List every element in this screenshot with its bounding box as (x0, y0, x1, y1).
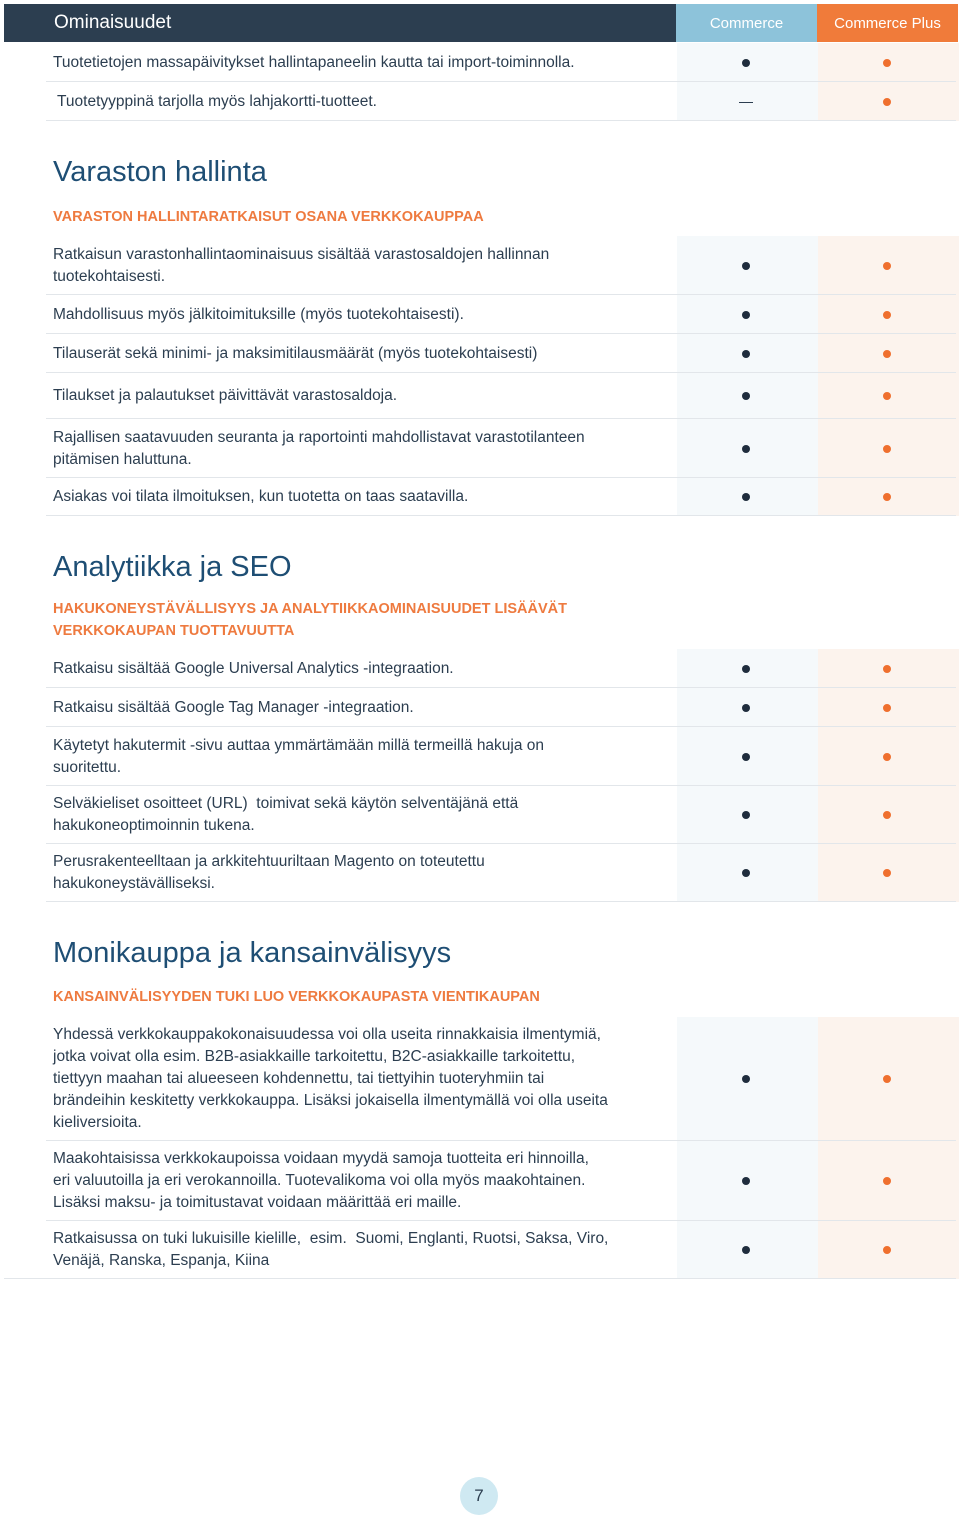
table-row (0, 478, 960, 516)
included-dot-icon (742, 753, 750, 761)
table-row (0, 1221, 960, 1279)
included-dot-icon (742, 1177, 750, 1185)
included-dot-icon (742, 59, 750, 67)
table-row (0, 786, 960, 844)
row-text-line: Mahdollisuus myös jälkitoimituksille (myös tuotekohtaisesti). (53, 305, 464, 323)
header-commerce-plus: Commerce Plus (817, 4, 958, 42)
included-dot-icon (883, 392, 891, 400)
included-dot-icon (883, 1246, 891, 1254)
feature-table-header (4, 4, 958, 42)
table-row (0, 419, 960, 478)
row-text-line: Maakohtaisissa verkkokaupoissa voidaan myydä samoja tuotteita eri hinnoilla, (53, 1150, 589, 1167)
table-row (0, 844, 960, 902)
row-text-line: pitämisen haluttuna. (53, 450, 192, 468)
page-number: 7 (460, 1477, 498, 1515)
included-dot-icon (742, 869, 750, 877)
row-text-line: Rajallisen saatavuuden seuranta ja raportointi mahdollistavat varastotilanteen (53, 428, 585, 446)
table-row (0, 688, 960, 727)
row-text-line: Yhdessä verkkokauppakokonaisuudessa voi olla useita rinnakkaisia ilmentymiä, (53, 1026, 601, 1043)
included-dot-icon (883, 493, 891, 501)
row-text-line: eri valuutoilla ja eri verokannoilla. Tuotevalikoma voi olla myös maakohtainen. (53, 1172, 586, 1189)
included-dot-icon (883, 1177, 891, 1185)
subtitle-line: HAKUKONEYSTÄVÄLLISYYS JA ANALYTIIKKAOMINAISUUDET LISÄÄVÄT (53, 601, 567, 617)
section-subtitle-monikauppa: KANSAINVÄLISYYDEN TUKI LUO VERKKOKAUPASTA VIENTIKAUPAN (53, 989, 540, 1005)
included-dot-icon (742, 392, 750, 400)
row-text-line: Selväkieliset osoitteet (URL) toimivat sekä käytön selventäjänä että (53, 795, 519, 812)
row-text-line: Tilaukset ja palautukset päivittävät varastosaldoja. (53, 387, 398, 404)
included-dot-icon (742, 704, 750, 712)
included-dot-icon (883, 665, 891, 673)
included-dot-icon (883, 869, 891, 877)
table-row (0, 43, 960, 82)
row-text-line: Lisäksi maksu- ja toimitustavat voidaan määrittää eri maille. (53, 1194, 462, 1211)
included-dot-icon (742, 262, 750, 270)
table-row (0, 1017, 960, 1141)
section-title-monikauppa: Monikauppa ja kansainvälisyys (53, 937, 452, 969)
row-text-line: suoritettu. (53, 758, 122, 776)
section-title-varasto: Varaston hallinta (53, 156, 267, 188)
included-dot-icon (883, 59, 891, 67)
included-dot-icon (742, 1075, 750, 1083)
included-dot-icon (883, 262, 891, 270)
row-text-line: tuotekohtaisesti. (53, 267, 166, 285)
row-text-line: Asiakas voi tilata ilmoituksen, kun tuotetta on taas saatavilla. (53, 488, 469, 505)
row-text-line: Venäjä, Ranska, Espanja, Kiina (53, 1252, 270, 1269)
included-dot-icon (742, 1246, 750, 1254)
row-text-line: Käytetyt hakutermit -sivu auttaa ymmärtämään millä termeillä hakuja on (53, 736, 545, 754)
included-dot-icon (883, 98, 891, 106)
section-subtitle-varasto: VARASTON HALLINTARATKAISUT OSANA VERKKOKAUPPAA (53, 209, 484, 225)
included-dot-icon (883, 311, 891, 319)
row-text-line: Perusrakenteelltaan ja arkkitehtuuriltaan Magento on toteutettu (53, 853, 485, 870)
header-title: Ominaisuudet (4, 4, 676, 42)
included-dot-icon (883, 1075, 891, 1083)
table-row (0, 1141, 960, 1221)
table-row (0, 82, 960, 121)
included-dot-icon (883, 445, 891, 453)
row-text: Tuotetietojen massapäivitykset hallintapaneelin kautta tai import-toiminnolla. (53, 53, 575, 71)
header-commerce: Commerce (676, 4, 817, 42)
subtitle-line: VERKKOKAUPAN TUOTTAVUUTTA (53, 623, 295, 639)
row-text-line: hakukoneoptimoinnin tukena. (53, 817, 255, 834)
not-included-dash-icon (739, 102, 753, 104)
included-dot-icon (742, 311, 750, 319)
included-dot-icon (742, 445, 750, 453)
included-dot-icon (883, 811, 891, 819)
included-dot-icon (742, 350, 750, 358)
included-dot-icon (883, 753, 891, 761)
row-text-line: Ratkaisu sisältää Google Universal Analytics -integraation. (53, 659, 454, 677)
row-text: Tuotetyyppinä tarjolla myös lahjakortti-tuotteet. (53, 92, 377, 110)
included-dot-icon (742, 665, 750, 673)
table-row (0, 373, 960, 419)
table-row (0, 649, 960, 688)
row-text-line: Ratkaisussa on tuki lukuisille kielille, esim. Suomi, Englanti, Ruotsi, Saksa, Viro, (53, 1230, 609, 1247)
row-text-line: Ratkaisu sisältää Google Tag Manager -integraation. (53, 698, 414, 716)
table-row (0, 295, 960, 334)
table-row (0, 236, 960, 295)
row-text-line: Ratkaisun varastonhallintaominaisuus sisältää varastosaldojen hallinnan (53, 245, 550, 263)
included-dot-icon (883, 350, 891, 358)
table-row (0, 334, 960, 373)
included-dot-icon (742, 811, 750, 819)
row-text-line: hakukoneystävälliseksi. (53, 875, 215, 892)
row-text-line: jotka voivat olla esim. B2B-asiakkaille tarkoitettu, B2C-asiakkaille tarkoitettu, (53, 1048, 576, 1065)
included-dot-icon (883, 704, 891, 712)
row-text-line: brändeihin keskitetty verkkokauppa. Lisäksi jokaisella ilmentymällä voi olla useita (53, 1092, 608, 1109)
section-title-analytiikka: Analytiikka ja SEO (53, 551, 292, 583)
included-dot-icon (742, 493, 750, 501)
row-text-line: Tilauserät sekä minimi- ja maksimitilausmäärät (myös tuotekohtaisesti) (53, 344, 538, 362)
table-row (0, 727, 960, 786)
row-text-line: kieliversioita. (53, 1114, 142, 1131)
row-text-line: tiettyyn maahan tai alueeseen kohdennettu, tai tiettyihin tuoteryhmiin tai (53, 1070, 545, 1087)
section-subtitle-analytiikka (53, 598, 567, 642)
